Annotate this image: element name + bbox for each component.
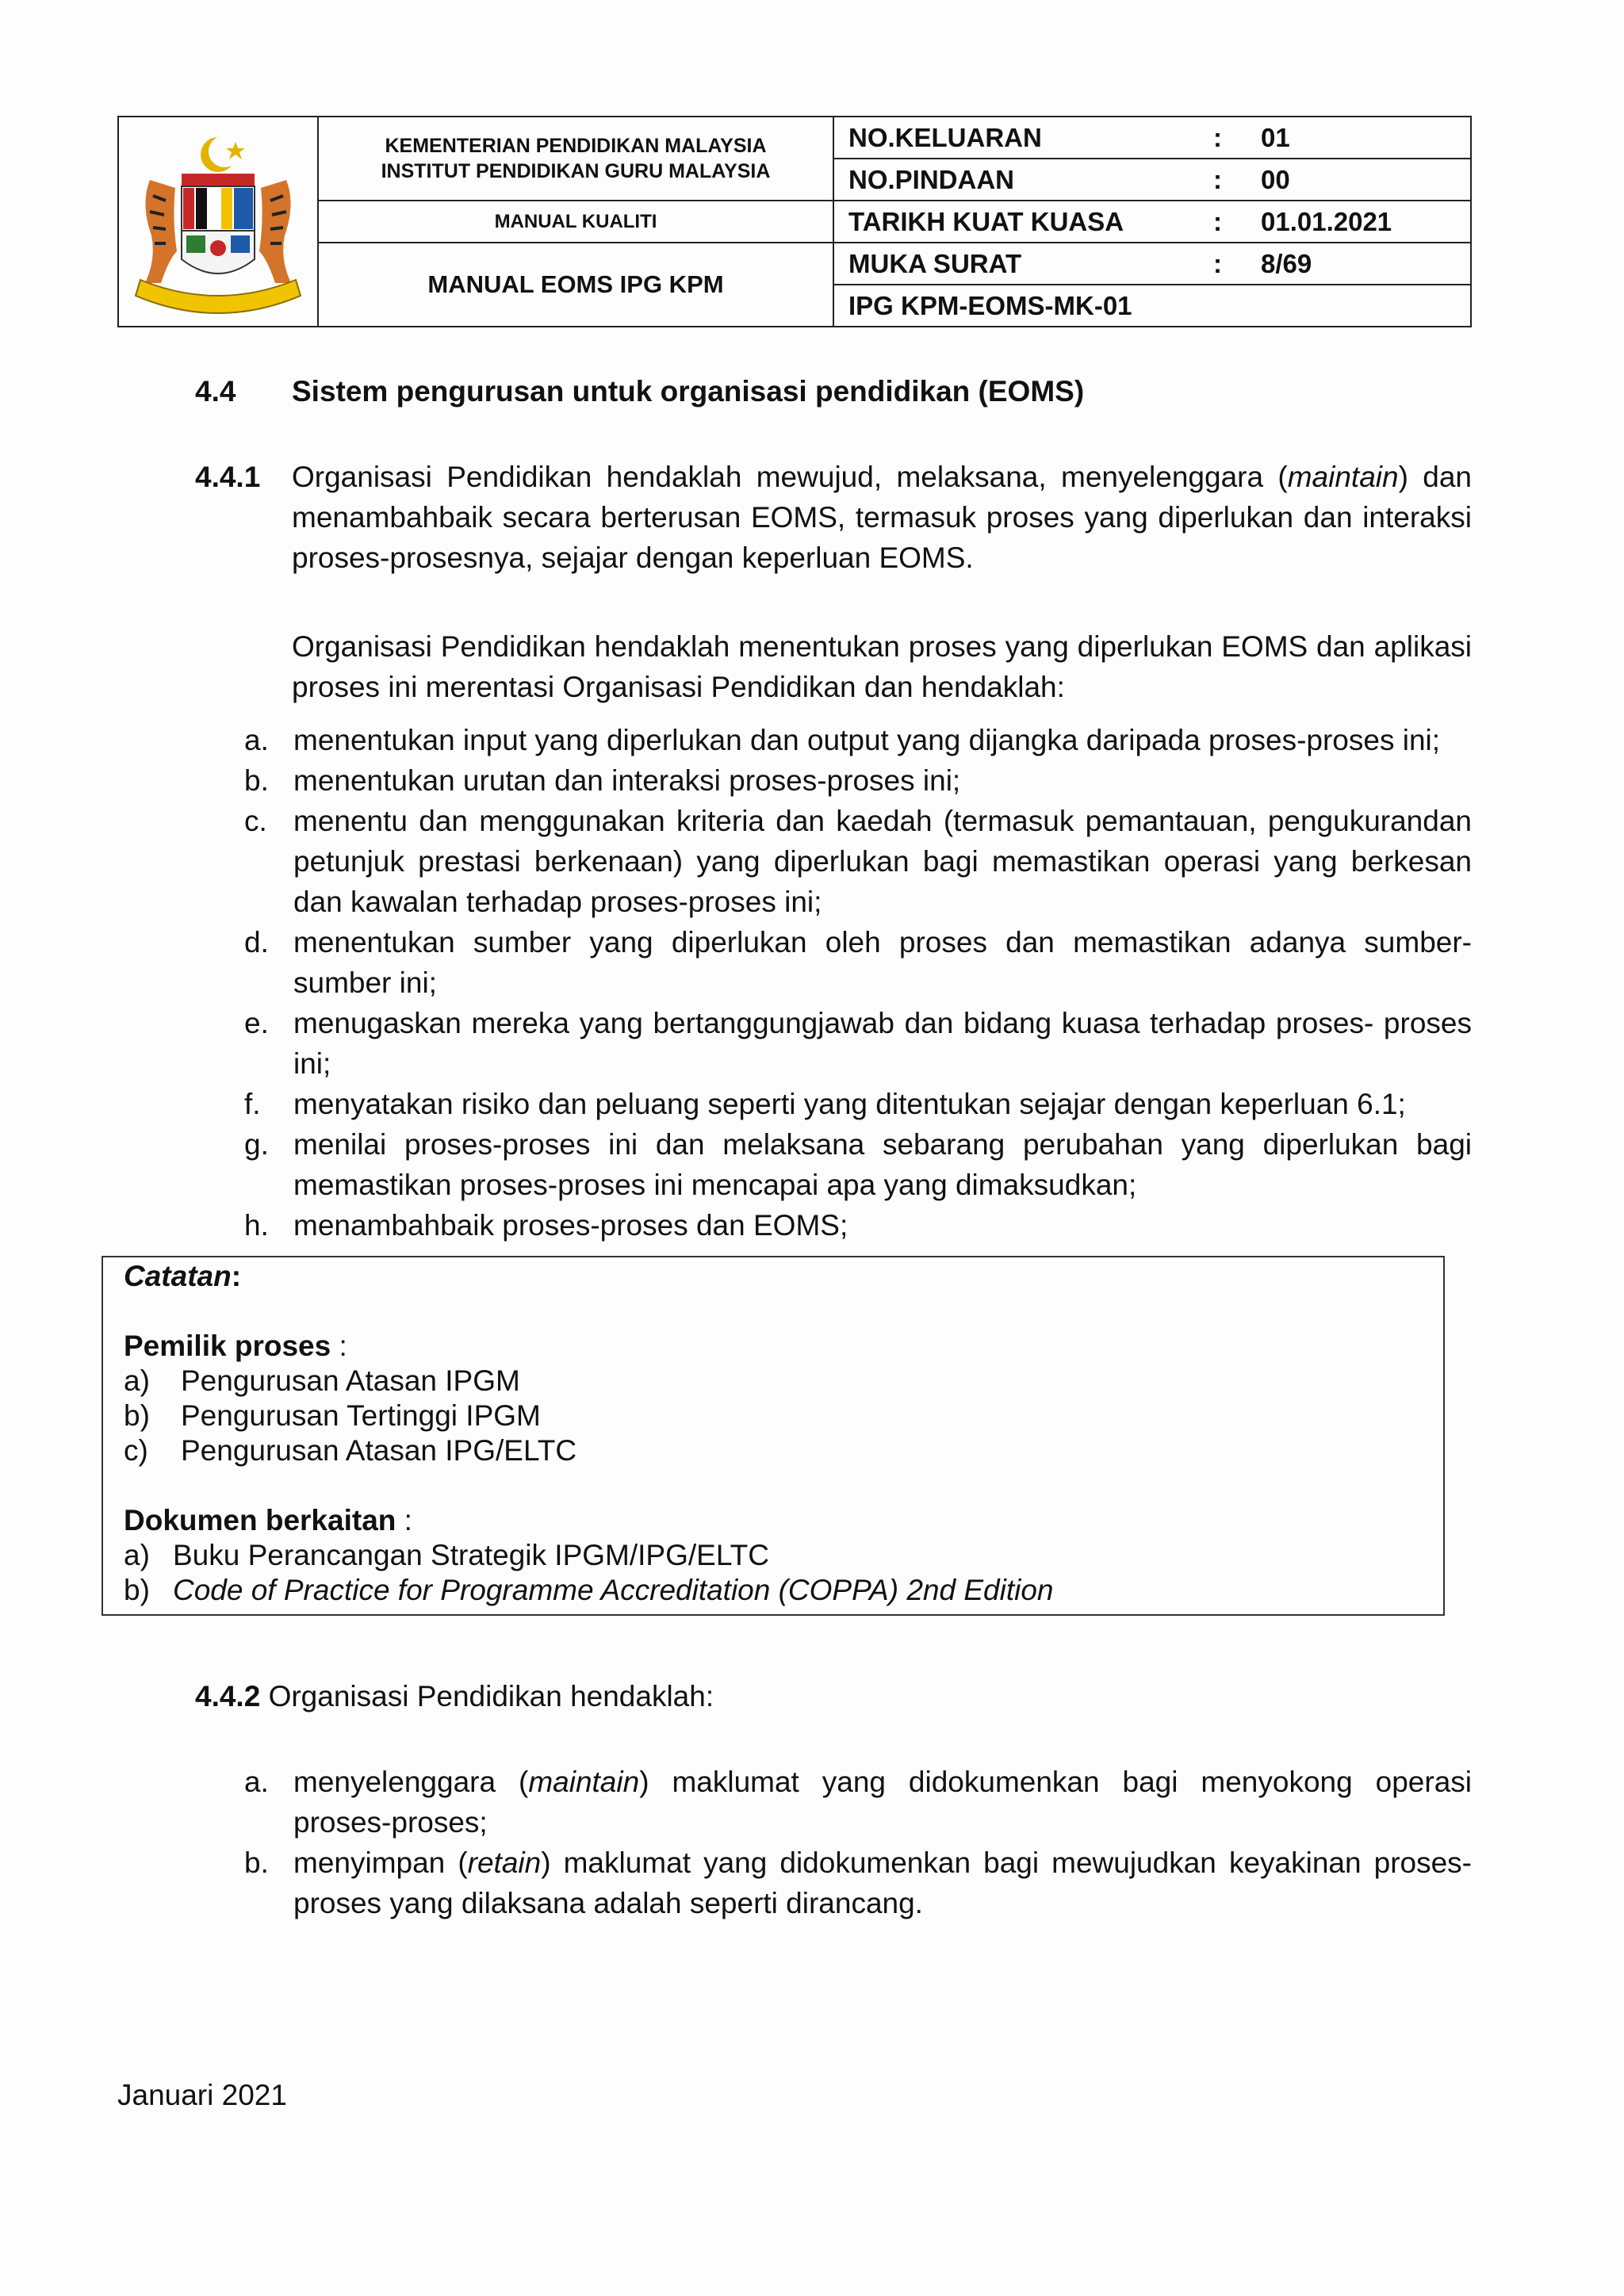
list-marker: b.: [244, 1846, 269, 1879]
field-separator: :: [1213, 248, 1222, 278]
list-marker: h.: [244, 1209, 269, 1242]
list-item: [244, 1762, 1472, 1843]
field-separator: :: [1213, 206, 1222, 236]
owner-text: Pengurusan Atasan IPG/ELTC: [181, 1434, 577, 1467]
owners-colon: :: [331, 1330, 347, 1362]
note-heading: [124, 1259, 1443, 1294]
list-item-text: menentukan urutan dan interaksi proses-proses ini;: [293, 764, 961, 797]
subsection-442-text: Organisasi Pendidikan hendaklah:: [260, 1680, 714, 1712]
owner-text: Pengurusan Atasan IPGM: [181, 1364, 520, 1397]
list-marker: a.: [244, 1766, 269, 1798]
list-item: [244, 801, 1472, 922]
list-item: [244, 1084, 1472, 1124]
list-item-text: menentukan sumber yang diperlukan oleh proses dan memastikan adanya sumber-sumber ini;: [293, 926, 1472, 999]
list-item: [244, 1205, 1472, 1246]
paragraph-441-processes: Organisasi Pendidikan hendaklah menentukan proses yang diperlukan EOMS dan aplikasi proses ini merentasi Organisasi Pendidikan dan hendaklah:: [292, 630, 1472, 703]
owners-label: Pemilik proses: [124, 1330, 331, 1362]
text-run: ) maklumat yang didokumenkan bagi mewujudkan keyakinan proses-proses yang dilaksana adalah seperti dirancang.: [293, 1846, 1472, 1919]
owner-item: [124, 1399, 1443, 1433]
doc-text: Buku Perancangan Strategik IPGM/IPG/ELTC: [173, 1539, 769, 1571]
list-item: [244, 1843, 1472, 1923]
org-line-1: KEMENTERIAN PENDIDIKAN MALAYSIA: [385, 135, 767, 157]
text-run: menyelenggara (: [293, 1766, 529, 1798]
list-marker: e.: [244, 1007, 269, 1039]
owner-item: [124, 1364, 1443, 1399]
docs-colon: :: [396, 1504, 412, 1536]
list-marker: g.: [244, 1128, 269, 1161]
organisation-cell: [318, 117, 833, 201]
text-run: ) dan menambahbaik secara berterusan EOMS, termasuk proses yang diperlukan dan interaksi proses-prosesnya, sejajar dengan keperluan EOMS.: [292, 461, 1472, 574]
field-value: 01: [1261, 122, 1290, 152]
owner-text: Pengurusan Tertinggi IPGM: [181, 1399, 541, 1432]
subsection-number-442: 4.4.2: [195, 1680, 261, 1712]
field-row-pindaan: [833, 159, 1471, 201]
field-value: 01.01.2021: [1261, 206, 1392, 236]
field-row-tarikh: [833, 201, 1471, 243]
section-number: 4.4: [195, 375, 236, 408]
list-item: [244, 922, 1472, 1003]
field-label: MUKA SURAT: [848, 248, 1022, 278]
doc-marker: b): [124, 1574, 150, 1606]
italic-term: maintain: [528, 1766, 640, 1798]
list-item-text: menyatakan risiko dan peluang seperti yang ditentukan sejajar dengan keperluan 6.1;: [293, 1088, 1406, 1120]
field-label: NO.KELUARAN: [848, 122, 1042, 152]
list-item-text: menentu dan menggunakan kriteria dan kaedah (termasuk pemantauan, pengukurandan petunjuk prestasi berkenaan) yang diperlukan bagi memastikan operasi yang berkesan dan kawalan terhadap proses-proses ini;: [293, 805, 1472, 918]
list-item-text: menugaskan mereka yang bertanggungjawab dan bidang kuasa terhadap proses- proses ini;: [293, 1007, 1472, 1080]
list-item: [244, 760, 1472, 801]
field-row-keluaran: [833, 117, 1471, 159]
section-title: Sistem pengurusan untuk organisasi pendidikan (EOMS): [292, 375, 1085, 408]
field-label: NO.PINDAAN: [848, 164, 1015, 194]
note-heading-text: Catatan: [124, 1260, 232, 1292]
field-label: TARIKH KUAT KUASA: [848, 206, 1124, 236]
document-header: [117, 116, 1472, 327]
italic-term: maintain: [1287, 461, 1399, 493]
doc-item: [124, 1538, 1443, 1573]
owner-marker: c): [124, 1434, 148, 1467]
docs-heading: [124, 1503, 1443, 1538]
owners-heading: [124, 1329, 1443, 1364]
field-separator: :: [1213, 164, 1222, 194]
field-value: 00: [1261, 164, 1290, 194]
list-marker: d.: [244, 926, 269, 959]
field-separator: :: [1213, 122, 1222, 152]
docs-label: Dokumen berkaitan: [124, 1504, 396, 1536]
list-marker: f.: [244, 1088, 261, 1120]
field-row-muka-surat: [833, 243, 1471, 285]
list-item-text: menentukan input yang diperlukan dan output yang dijangka daripada proses-proses ini;: [293, 724, 1441, 756]
list-441: [244, 720, 1472, 1246]
text-run: ) maklumat yang didokumenkan bagi menyokong operasi proses-proses;: [293, 1766, 1472, 1839]
footer-date: Januari 2021: [117, 2079, 287, 2111]
owner-item: [124, 1433, 1443, 1468]
field-value: 8/69: [1261, 248, 1312, 278]
doc-item: [124, 1573, 1443, 1608]
text-run: menyimpan (: [293, 1846, 468, 1879]
doc-code-cell: IPG KPM-EOMS-MK-01: [833, 285, 1471, 327]
doc-marker: a): [124, 1539, 150, 1571]
list-item: [244, 1003, 1472, 1084]
manual-name-cell: MANUAL EOMS IPG KPM: [318, 243, 833, 327]
text-run: Organisasi Pendidikan hendaklah mewujud, melaksana, menyelenggara (: [292, 461, 1288, 493]
list-marker: a.: [244, 724, 269, 756]
paragraph-441-intro: [292, 457, 1472, 578]
doc-text: Code of Practice for Programme Accreditation (COPPA) 2nd Edition: [173, 1574, 1054, 1606]
italic-term: retain: [467, 1846, 542, 1879]
owner-marker: a): [124, 1364, 150, 1397]
list-item: [244, 720, 1472, 760]
list-marker: b.: [244, 764, 269, 797]
list-442: [244, 1762, 1472, 1923]
note-box: [102, 1256, 1445, 1616]
malaysia-coat-of-arms-logo: [126, 124, 310, 315]
owner-marker: b): [124, 1399, 150, 1432]
subsection-number-441: 4.4.1: [195, 461, 261, 493]
list-marker: c.: [244, 805, 267, 837]
list-item-text: menilai proses-proses ini dan melaksana sebarang perubahan yang diperlukan bagi memastikan proses-proses ini mencapai apa yang dimaksudkan;: [293, 1128, 1472, 1201]
logo-cell: [118, 117, 318, 327]
note-heading-colon: :: [231, 1260, 242, 1292]
subsection-442-intro: [195, 1676, 714, 1717]
manual-type-cell: MANUAL KUALITI: [318, 201, 833, 243]
org-line-2: INSTITUT PENDIDIKAN GURU MALAYSIA: [381, 160, 771, 182]
list-item-text: menambahbaik proses-proses dan EOMS;: [293, 1209, 848, 1242]
list-item: [244, 1124, 1472, 1205]
